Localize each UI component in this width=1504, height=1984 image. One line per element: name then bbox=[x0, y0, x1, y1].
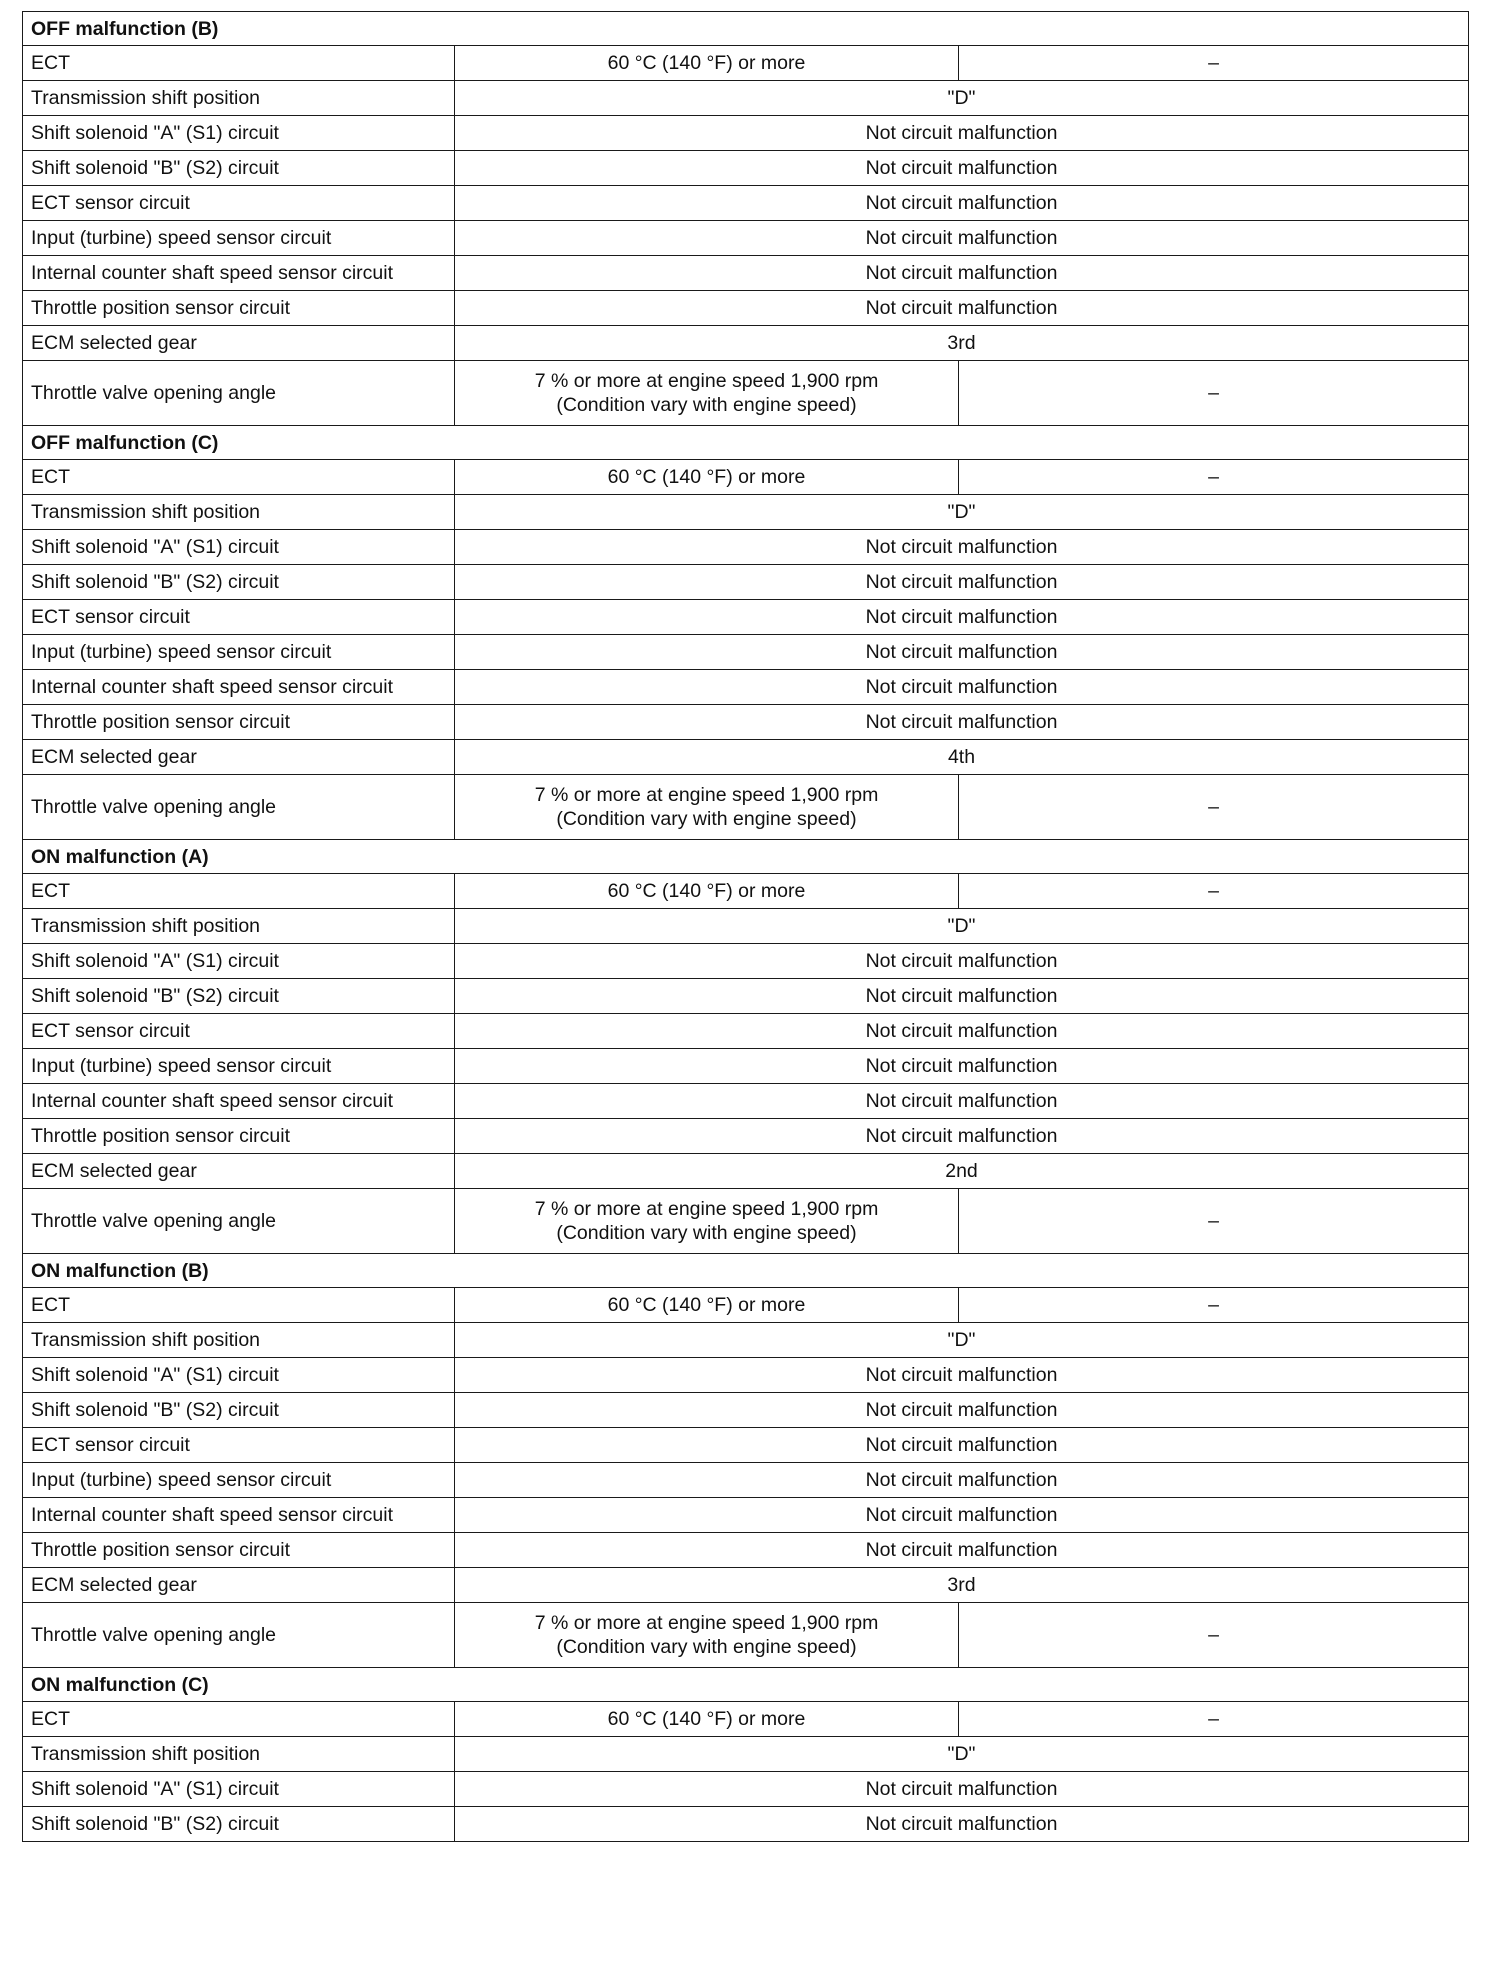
section-header-row bbox=[23, 1254, 1469, 1288]
row-label: ECM selected gear bbox=[23, 326, 455, 361]
table-row bbox=[23, 1533, 1469, 1568]
table-row bbox=[23, 186, 1469, 221]
row-value-line: 60 °C (140 °F) or more bbox=[607, 1708, 806, 1730]
table-row bbox=[23, 635, 1469, 670]
table-row bbox=[23, 670, 1469, 705]
table-row bbox=[23, 1393, 1469, 1428]
row-value: Not circuit malfunction bbox=[455, 1049, 1469, 1084]
table-row bbox=[23, 291, 1469, 326]
table-row bbox=[23, 1119, 1469, 1154]
row-value: Not circuit malfunction bbox=[455, 151, 1469, 186]
row-label: Throttle valve opening angle bbox=[23, 361, 455, 426]
row-label: Throttle position sensor circuit bbox=[23, 1533, 455, 1568]
row-label: Throttle position sensor circuit bbox=[23, 705, 455, 740]
row-value: Not circuit malfunction bbox=[455, 256, 1469, 291]
row-label: Shift solenoid "B" (S2) circuit bbox=[23, 1807, 455, 1842]
row-value: Not circuit malfunction bbox=[455, 186, 1469, 221]
row-value: "D" bbox=[455, 1737, 1469, 1772]
table-row bbox=[23, 1288, 1469, 1323]
row-value: Not circuit malfunction bbox=[455, 1807, 1469, 1842]
table-row bbox=[23, 1568, 1469, 1603]
row-value: Not circuit malfunction bbox=[455, 530, 1469, 565]
row-value-line: 7 % or more at engine speed 1,900 rpm bbox=[534, 1612, 879, 1634]
row-value bbox=[455, 1189, 959, 1254]
table-row bbox=[23, 1154, 1469, 1189]
table-row bbox=[23, 1049, 1469, 1084]
row-value-line: 60 °C (140 °F) or more bbox=[607, 880, 806, 902]
row-value-secondary: – bbox=[959, 1603, 1469, 1668]
row-value: "D" bbox=[455, 1323, 1469, 1358]
table-row bbox=[23, 495, 1469, 530]
row-value-secondary: – bbox=[959, 46, 1469, 81]
row-label: Internal counter shaft speed sensor circuit bbox=[23, 1084, 455, 1119]
row-value-line: 60 °C (140 °F) or more bbox=[607, 52, 806, 74]
row-value: Not circuit malfunction bbox=[455, 705, 1469, 740]
row-value: Not circuit malfunction bbox=[455, 1498, 1469, 1533]
table-row bbox=[23, 361, 1469, 426]
row-label: ECT sensor circuit bbox=[23, 1014, 455, 1049]
row-value bbox=[455, 361, 959, 426]
table-row bbox=[23, 944, 1469, 979]
row-value-secondary: – bbox=[959, 1702, 1469, 1737]
table-row bbox=[23, 116, 1469, 151]
row-label: Internal counter shaft speed sensor circuit bbox=[23, 670, 455, 705]
row-value: Not circuit malfunction bbox=[455, 1533, 1469, 1568]
row-label: Transmission shift position bbox=[23, 495, 455, 530]
table-row bbox=[23, 1772, 1469, 1807]
row-label: Shift solenoid "A" (S1) circuit bbox=[23, 530, 455, 565]
row-value bbox=[455, 1288, 959, 1323]
table-row bbox=[23, 1358, 1469, 1393]
row-label: Transmission shift position bbox=[23, 1737, 455, 1772]
table-row bbox=[23, 1189, 1469, 1254]
row-label: ECM selected gear bbox=[23, 740, 455, 775]
table-row bbox=[23, 460, 1469, 495]
row-label: Throttle valve opening angle bbox=[23, 775, 455, 840]
section-header-row bbox=[23, 12, 1469, 46]
row-value: Not circuit malfunction bbox=[455, 670, 1469, 705]
row-label: Shift solenoid "B" (S2) circuit bbox=[23, 979, 455, 1014]
table-row bbox=[23, 151, 1469, 186]
row-label: ECT sensor circuit bbox=[23, 1428, 455, 1463]
row-label: ECT bbox=[23, 46, 455, 81]
table-row bbox=[23, 705, 1469, 740]
row-value bbox=[455, 1702, 959, 1737]
row-value-line: (Condition vary with engine speed) bbox=[556, 1222, 857, 1244]
section-title: ON malfunction (B) bbox=[23, 1254, 1469, 1288]
table-row bbox=[23, 46, 1469, 81]
row-label: ECT bbox=[23, 874, 455, 909]
conditions-table bbox=[22, 11, 1469, 1842]
row-value bbox=[455, 460, 959, 495]
row-label: Shift solenoid "B" (S2) circuit bbox=[23, 565, 455, 600]
row-value-secondary: – bbox=[959, 874, 1469, 909]
conditions-table-body bbox=[23, 12, 1469, 1842]
row-label: Shift solenoid "B" (S2) circuit bbox=[23, 1393, 455, 1428]
row-label: Input (turbine) speed sensor circuit bbox=[23, 1463, 455, 1498]
row-label: Input (turbine) speed sensor circuit bbox=[23, 221, 455, 256]
row-value-secondary: – bbox=[959, 460, 1469, 495]
table-row bbox=[23, 326, 1469, 361]
row-value-secondary: – bbox=[959, 1189, 1469, 1254]
row-label: ECT sensor circuit bbox=[23, 186, 455, 221]
row-label: Shift solenoid "A" (S1) circuit bbox=[23, 1772, 455, 1807]
row-value: 2nd bbox=[455, 1154, 1469, 1189]
row-label: ECT bbox=[23, 460, 455, 495]
row-label: ECT bbox=[23, 1702, 455, 1737]
table-row bbox=[23, 221, 1469, 256]
section-title: ON malfunction (A) bbox=[23, 840, 1469, 874]
row-value: Not circuit malfunction bbox=[455, 565, 1469, 600]
row-value-secondary: – bbox=[959, 361, 1469, 426]
table-row bbox=[23, 1463, 1469, 1498]
table-row bbox=[23, 740, 1469, 775]
section-header-row bbox=[23, 1668, 1469, 1702]
row-value: Not circuit malfunction bbox=[455, 221, 1469, 256]
row-value: Not circuit malfunction bbox=[455, 600, 1469, 635]
row-value bbox=[455, 775, 959, 840]
row-value: Not circuit malfunction bbox=[455, 1772, 1469, 1807]
row-label: Transmission shift position bbox=[23, 81, 455, 116]
row-value: Not circuit malfunction bbox=[455, 635, 1469, 670]
row-value-line: (Condition vary with engine speed) bbox=[556, 1636, 857, 1658]
table-row bbox=[23, 1014, 1469, 1049]
row-value: Not circuit malfunction bbox=[455, 1428, 1469, 1463]
row-value-line: 7 % or more at engine speed 1,900 rpm bbox=[534, 1198, 879, 1220]
table-row bbox=[23, 1428, 1469, 1463]
row-value bbox=[455, 874, 959, 909]
table-row bbox=[23, 775, 1469, 840]
row-value: "D" bbox=[455, 909, 1469, 944]
row-value-secondary: – bbox=[959, 1288, 1469, 1323]
table-row bbox=[23, 600, 1469, 635]
row-label: Shift solenoid "B" (S2) circuit bbox=[23, 151, 455, 186]
table-row bbox=[23, 1603, 1469, 1668]
row-value bbox=[455, 46, 959, 81]
row-value-line: 7 % or more at engine speed 1,900 rpm bbox=[534, 370, 879, 392]
table-row bbox=[23, 565, 1469, 600]
row-value: Not circuit malfunction bbox=[455, 1393, 1469, 1428]
row-value-line: (Condition vary with engine speed) bbox=[556, 394, 857, 416]
row-label: Internal counter shaft speed sensor circuit bbox=[23, 1498, 455, 1533]
row-label: Transmission shift position bbox=[23, 1323, 455, 1358]
table-row bbox=[23, 530, 1469, 565]
row-value bbox=[455, 1603, 959, 1668]
table-row bbox=[23, 909, 1469, 944]
row-label: Internal counter shaft speed sensor circuit bbox=[23, 256, 455, 291]
row-label: Transmission shift position bbox=[23, 909, 455, 944]
row-label: Throttle position sensor circuit bbox=[23, 1119, 455, 1154]
row-label: Throttle valve opening angle bbox=[23, 1603, 455, 1668]
row-label: Shift solenoid "A" (S1) circuit bbox=[23, 116, 455, 151]
row-value: Not circuit malfunction bbox=[455, 1119, 1469, 1154]
table-row bbox=[23, 874, 1469, 909]
row-value-line: 60 °C (140 °F) or more bbox=[607, 1294, 806, 1316]
row-value: Not circuit malfunction bbox=[455, 979, 1469, 1014]
table-row bbox=[23, 81, 1469, 116]
row-label: ECT bbox=[23, 1288, 455, 1323]
row-value-secondary: – bbox=[959, 775, 1469, 840]
section-header-row bbox=[23, 840, 1469, 874]
table-row bbox=[23, 1498, 1469, 1533]
row-label: Throttle valve opening angle bbox=[23, 1189, 455, 1254]
row-value: Not circuit malfunction bbox=[455, 1358, 1469, 1393]
row-value: Not circuit malfunction bbox=[455, 116, 1469, 151]
section-title: OFF malfunction (C) bbox=[23, 426, 1469, 460]
row-value: Not circuit malfunction bbox=[455, 1014, 1469, 1049]
table-row bbox=[23, 1737, 1469, 1772]
row-value: Not circuit malfunction bbox=[455, 1084, 1469, 1119]
row-value-line: 60 °C (140 °F) or more bbox=[607, 466, 806, 488]
section-title: OFF malfunction (B) bbox=[23, 12, 1469, 46]
row-value-line: (Condition vary with engine speed) bbox=[556, 808, 857, 830]
row-label: ECM selected gear bbox=[23, 1568, 455, 1603]
row-value: Not circuit malfunction bbox=[455, 944, 1469, 979]
table-row bbox=[23, 979, 1469, 1014]
row-value-line: 7 % or more at engine speed 1,900 rpm bbox=[534, 784, 879, 806]
table-row bbox=[23, 1702, 1469, 1737]
row-value: "D" bbox=[455, 495, 1469, 530]
table-row bbox=[23, 256, 1469, 291]
row-value: 3rd bbox=[455, 1568, 1469, 1603]
row-label: Input (turbine) speed sensor circuit bbox=[23, 1049, 455, 1084]
row-label: ECT sensor circuit bbox=[23, 600, 455, 635]
row-value: Not circuit malfunction bbox=[455, 1463, 1469, 1498]
section-title: ON malfunction (C) bbox=[23, 1668, 1469, 1702]
row-value: 4th bbox=[455, 740, 1469, 775]
row-value: 3rd bbox=[455, 326, 1469, 361]
row-label: ECM selected gear bbox=[23, 1154, 455, 1189]
table-row bbox=[23, 1323, 1469, 1358]
row-label: Shift solenoid "A" (S1) circuit bbox=[23, 1358, 455, 1393]
table-row bbox=[23, 1807, 1469, 1842]
row-label: Throttle position sensor circuit bbox=[23, 291, 455, 326]
row-label: Input (turbine) speed sensor circuit bbox=[23, 635, 455, 670]
table-row bbox=[23, 1084, 1469, 1119]
section-header-row bbox=[23, 426, 1469, 460]
row-label: Shift solenoid "A" (S1) circuit bbox=[23, 944, 455, 979]
row-value: Not circuit malfunction bbox=[455, 291, 1469, 326]
row-value: "D" bbox=[455, 81, 1469, 116]
